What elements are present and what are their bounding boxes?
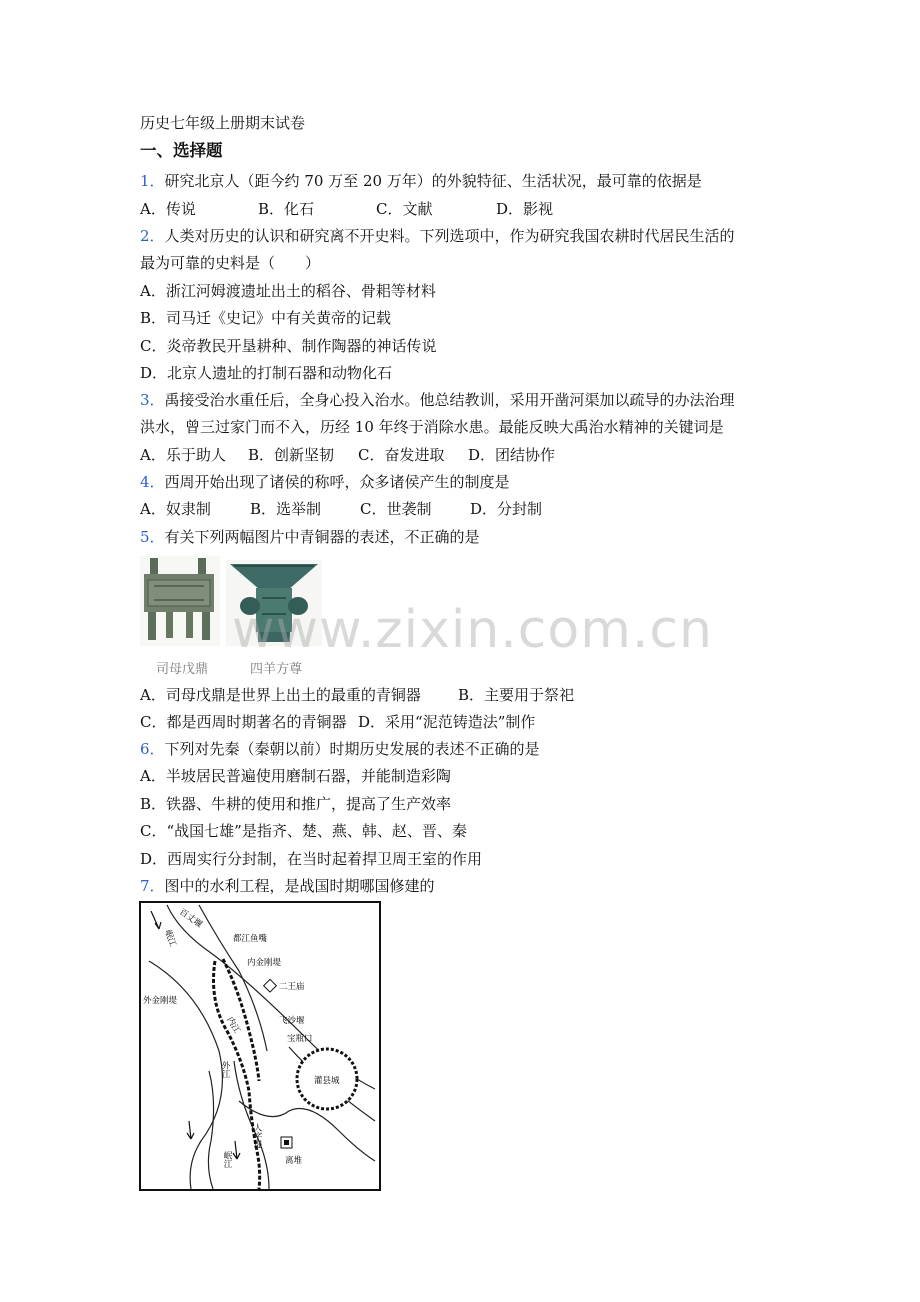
question-5 (140, 527, 480, 547)
question-5-options-cd (140, 712, 535, 732)
question-text: 下列对先秦（秦朝以前）时期历史发展的表述不正确的是 (164, 740, 540, 758)
question-3-cont: 洪水，曾三过家门而不入，历经 10 年终于消除水患。最能反映大禹治水精神的关键词是 (140, 418, 724, 436)
watermark: www.zixin.com.cn (232, 600, 713, 660)
option-d[interactable]: D．影视 (496, 200, 554, 218)
question-text: 人类对历史的认识和研究离不开史料。下列选项中，作为研究我国农耕时代居民生活的 (164, 227, 735, 245)
question-4 (140, 472, 510, 492)
question-4-options (140, 499, 542, 519)
question-3-options (140, 445, 555, 465)
option-c[interactable]: C．都是西周时期著名的青铜器 (140, 713, 347, 731)
option-c[interactable]: C．“战国七雄”是指齐、楚、燕、韩、赵、晋、秦 (140, 822, 467, 840)
option-d[interactable]: D．西周实行分封制，在当时起着捍卫周王室的作用 (140, 850, 483, 868)
question-number: 5． (140, 528, 165, 546)
option-d[interactable]: D．北京人遗址的打制石器和动物化石 (140, 364, 393, 382)
option-b[interactable]: B．选举制 (250, 500, 322, 518)
question-text: 有关下列两幅图片中青铜器的表述，不正确的是 (164, 528, 480, 546)
section-heading: 一、选择题 (140, 141, 223, 160)
question-text: 禹接受治水重任后，全身心投入治水。他总结教训，采用开凿河渠加以疏导的办法治理 (164, 391, 735, 409)
question-number: 1． (140, 172, 165, 190)
dujiangyan-map (139, 901, 381, 1191)
option-b[interactable]: B．化石 (258, 200, 315, 218)
question-7 (140, 876, 435, 896)
question-number: 4． (140, 473, 165, 491)
option-d[interactable]: D．分封制 (470, 500, 543, 518)
question-number: 2． (140, 227, 165, 245)
question-1 (140, 171, 702, 191)
option-a[interactable]: A．传说 (140, 200, 196, 218)
simuwu-ding-image (140, 556, 220, 646)
question-1-options (140, 199, 553, 219)
map-label-waijiang: 外江 (220, 1061, 230, 1078)
question-2-cont: 最为可靠的史料是（ ） (140, 254, 321, 272)
question-6 (140, 739, 540, 759)
map-label-baizhangyan: 百丈堰 (177, 907, 204, 931)
question-2 (140, 226, 735, 246)
option-c[interactable]: C．文献 (376, 200, 433, 218)
question-text: 研究北京人（距今约 70 万至 20 万年）的外貌特征、生活状况，最可靠的依据是 (164, 172, 702, 190)
question-3 (140, 390, 735, 410)
map-label-renzidi: 人字堤 (252, 1123, 262, 1149)
option-d[interactable]: D．采用“泥范铸造法”制作 (358, 713, 536, 731)
option-c[interactable]: C．奋发进取 (358, 446, 445, 464)
map-label-minjiang-top: 岷江 (162, 928, 178, 949)
option-a[interactable]: A．奴隶制 (140, 500, 211, 518)
question-number: 6． (140, 740, 165, 758)
map-label-neijingangdi: 内金刚堤 (247, 958, 282, 968)
map-label-neijiang: 内江 (224, 1015, 242, 1036)
option-c[interactable]: C．炎帝教民开垦耕种、制作陶器的神话传说 (140, 337, 437, 355)
question-text: 西周开始出现了诸侯的称呼，众多诸侯产生的制度是 (164, 473, 510, 491)
exam-title: 历史七年级上册期末试卷 (140, 114, 306, 132)
map-label-baopingkou: 宝瓶口 (287, 1034, 313, 1044)
option-a[interactable]: A．浙江河姆渡遗址出土的稻谷、骨耜等材料 (140, 282, 436, 300)
question-number: 3． (140, 391, 165, 409)
question-5-options-ab (140, 685, 574, 705)
map-label-feishayan: 飞沙堰 (279, 1016, 305, 1026)
option-d[interactable]: D．团结协作 (468, 446, 556, 464)
map-label-erwangmiao: 二王庙 (279, 982, 305, 992)
option-a[interactable]: A．司母戊鼎是世界上出土的最重的青铜器 (140, 686, 421, 704)
map-label-waijingangdi: 外金刚堤 (143, 996, 178, 1006)
option-a[interactable]: A．乐于助人 (140, 446, 226, 464)
question-text: 图中的水利工程，是战国时期哪国修建的 (164, 877, 435, 895)
caption-simuwu-ding: 司母戊鼎 (156, 662, 209, 677)
option-b[interactable]: B．创新坚韧 (248, 446, 335, 464)
option-c[interactable]: C．世袭制 (360, 500, 432, 518)
question-number: 7． (140, 877, 165, 895)
map-label-minjiang-bottom: 岷江 (222, 1151, 232, 1168)
option-b[interactable]: B．主要用于祭祀 (458, 686, 575, 704)
map-label-lidui: 离堆 (285, 1156, 303, 1166)
option-b[interactable]: B．司马迁《史记》中有关黄帝的记载 (140, 309, 392, 327)
option-b[interactable]: B．铁器、牛耕的使用和推广，提高了生产效率 (140, 795, 452, 813)
caption-siyang-fangzun: 四羊方尊 (250, 662, 303, 677)
option-a[interactable]: A．半坡居民普遍使用磨制石器，并能制造彩陶 (140, 767, 451, 785)
map-label-dujiangyuzui: 都江鱼嘴 (233, 934, 268, 944)
map-label-guanxiancheng: 灌县城 (314, 1076, 340, 1086)
